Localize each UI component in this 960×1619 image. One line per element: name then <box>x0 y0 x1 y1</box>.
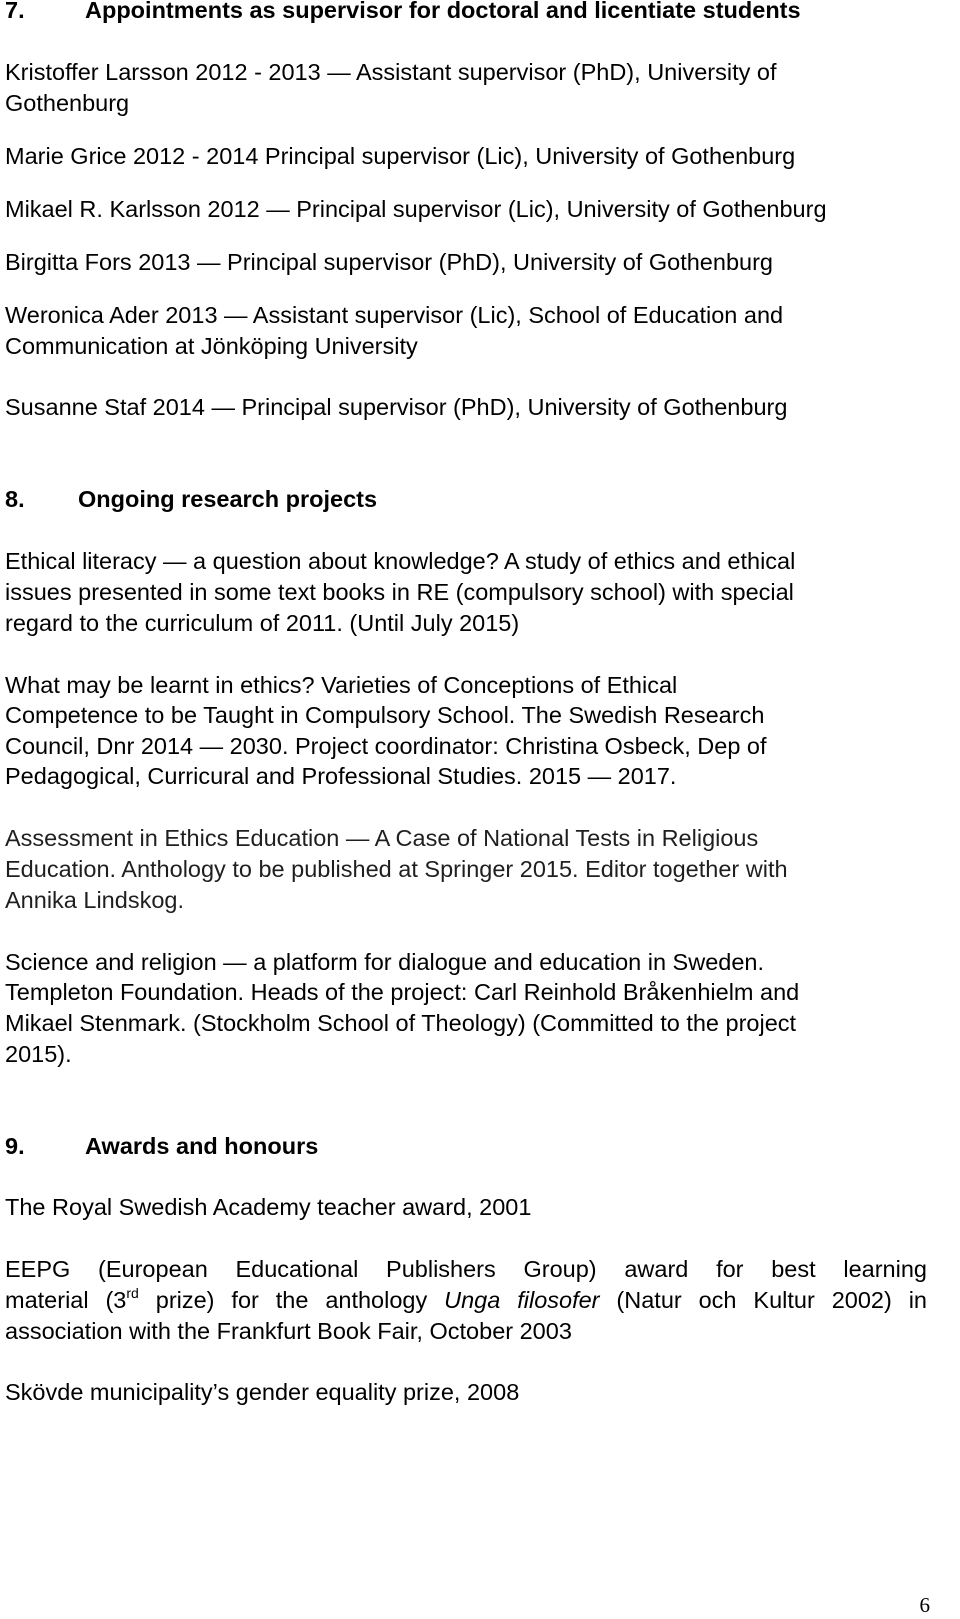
page-number: 6 <box>919 1593 930 1617</box>
award-eepg-line2-post: (Natur och Kultur 2002) in <box>599 1287 927 1313</box>
project-science-religion-line3: Mikael Stenmark. (Stockholm School of Theology) (Committed to the project <box>5 1010 797 1036</box>
section-9-heading <box>5 1131 319 1162</box>
section-9-title: Awards and honours <box>85 1133 319 1159</box>
project-what-may-be-learnt-line3: Council, Dnr 2014 — 2030. Project coordinator: Christina Osbeck, Dep of <box>5 733 767 759</box>
project-science-religion-line2: Templeton Foundation. Heads of the project: Carl Reinhold Bråkenhielm and <box>5 979 800 1005</box>
supervision-entry-ader-line1: Weronica Ader 2013 — Assistant supervisor (Lic), School of Education and <box>5 302 784 328</box>
award-eepg-line2-pre: material (3 <box>5 1287 127 1313</box>
project-ethical-literacy-line1: Ethical literacy — a question about knowledge? A study of ethics and ethical <box>5 548 796 574</box>
section-7-number: 7. <box>5 0 25 23</box>
section-7-title: Appointments as supervisor for doctoral and licentiate students <box>85 0 801 23</box>
section-8-title: Ongoing research projects <box>78 486 378 512</box>
supervision-entry-karlsson: Mikael R. Karlsson 2012 — Principal supervisor (Lic), University of Gothenburg <box>5 196 827 222</box>
award-eepg-ordinal-suffix: rd <box>126 1285 139 1301</box>
project-assessment-line2: Education. Anthology to be published at Springer 2015. Editor together with <box>5 856 788 882</box>
supervision-entry-fors: Birgitta Fors 2013 — Principal supervisor (PhD), University of Gothenburg <box>5 249 773 275</box>
project-what-may-be-learnt-line4: Pedagogical, Curricural and Professional Studies. 2015 — 2017. <box>5 763 677 789</box>
supervision-entry-grice: Marie Grice 2012 - 2014 Principal supervisor (Lic), University of Gothenburg <box>5 143 796 169</box>
project-assessment-line3: Annika Lindskog. <box>5 887 184 913</box>
award-eepg-line2-mid: prize) for the anthology <box>138 1287 445 1313</box>
award-skovde-gender-equality: Skövde municipality’s gender equality prize, 2008 <box>5 1379 520 1405</box>
project-ethical-literacy-line2: issues presented in some text books in RE (compulsory school) with special <box>5 579 794 605</box>
project-science-religion-line4: 2015). <box>5 1041 72 1067</box>
section-7-heading <box>5 0 801 26</box>
supervision-entry-larsson-line1: Kristoffer Larsson 2012 - 2013 — Assistant supervisor (PhD), University of <box>5 59 777 85</box>
section-8-number: 8. <box>5 486 25 512</box>
award-eepg-line1: EEPG (European Educational Publishers Group) award for best learning <box>5 1256 927 1282</box>
project-what-may-be-learnt-line2: Competence to be Taught in Compulsory School. The Swedish Research <box>5 702 765 728</box>
supervision-entry-ader-line2: Communication at Jönköping University <box>5 333 418 359</box>
project-ethical-literacy-line3: regard to the curriculum of 2011. (Until July 2015) <box>5 610 520 636</box>
section-8-heading <box>5 484 378 515</box>
supervision-entry-larsson-line2: Gothenburg <box>5 90 130 116</box>
award-eepg-line2 <box>5 1285 927 1316</box>
supervision-entry-staf: Susanne Staf 2014 — Principal supervisor (PhD), University of Gothenburg <box>5 394 788 420</box>
award-royal-swedish-academy: The Royal Swedish Academy teacher award, 2001 <box>5 1194 532 1220</box>
section-9-number: 9. <box>5 1133 25 1159</box>
anthology-title: Unga filosofer <box>444 1287 600 1313</box>
project-what-may-be-learnt-line1: What may be learnt in ethics? Varieties of Conceptions of Ethical <box>5 672 678 698</box>
project-science-religion-line1: Science and religion — a platform for dialogue and education in Sweden. <box>5 949 765 975</box>
project-assessment-line1: Assessment in Ethics Education — A Case of National Tests in Religious <box>5 825 759 851</box>
award-eepg-line3: association with the Frankfurt Book Fair, October 2003 <box>5 1318 572 1344</box>
